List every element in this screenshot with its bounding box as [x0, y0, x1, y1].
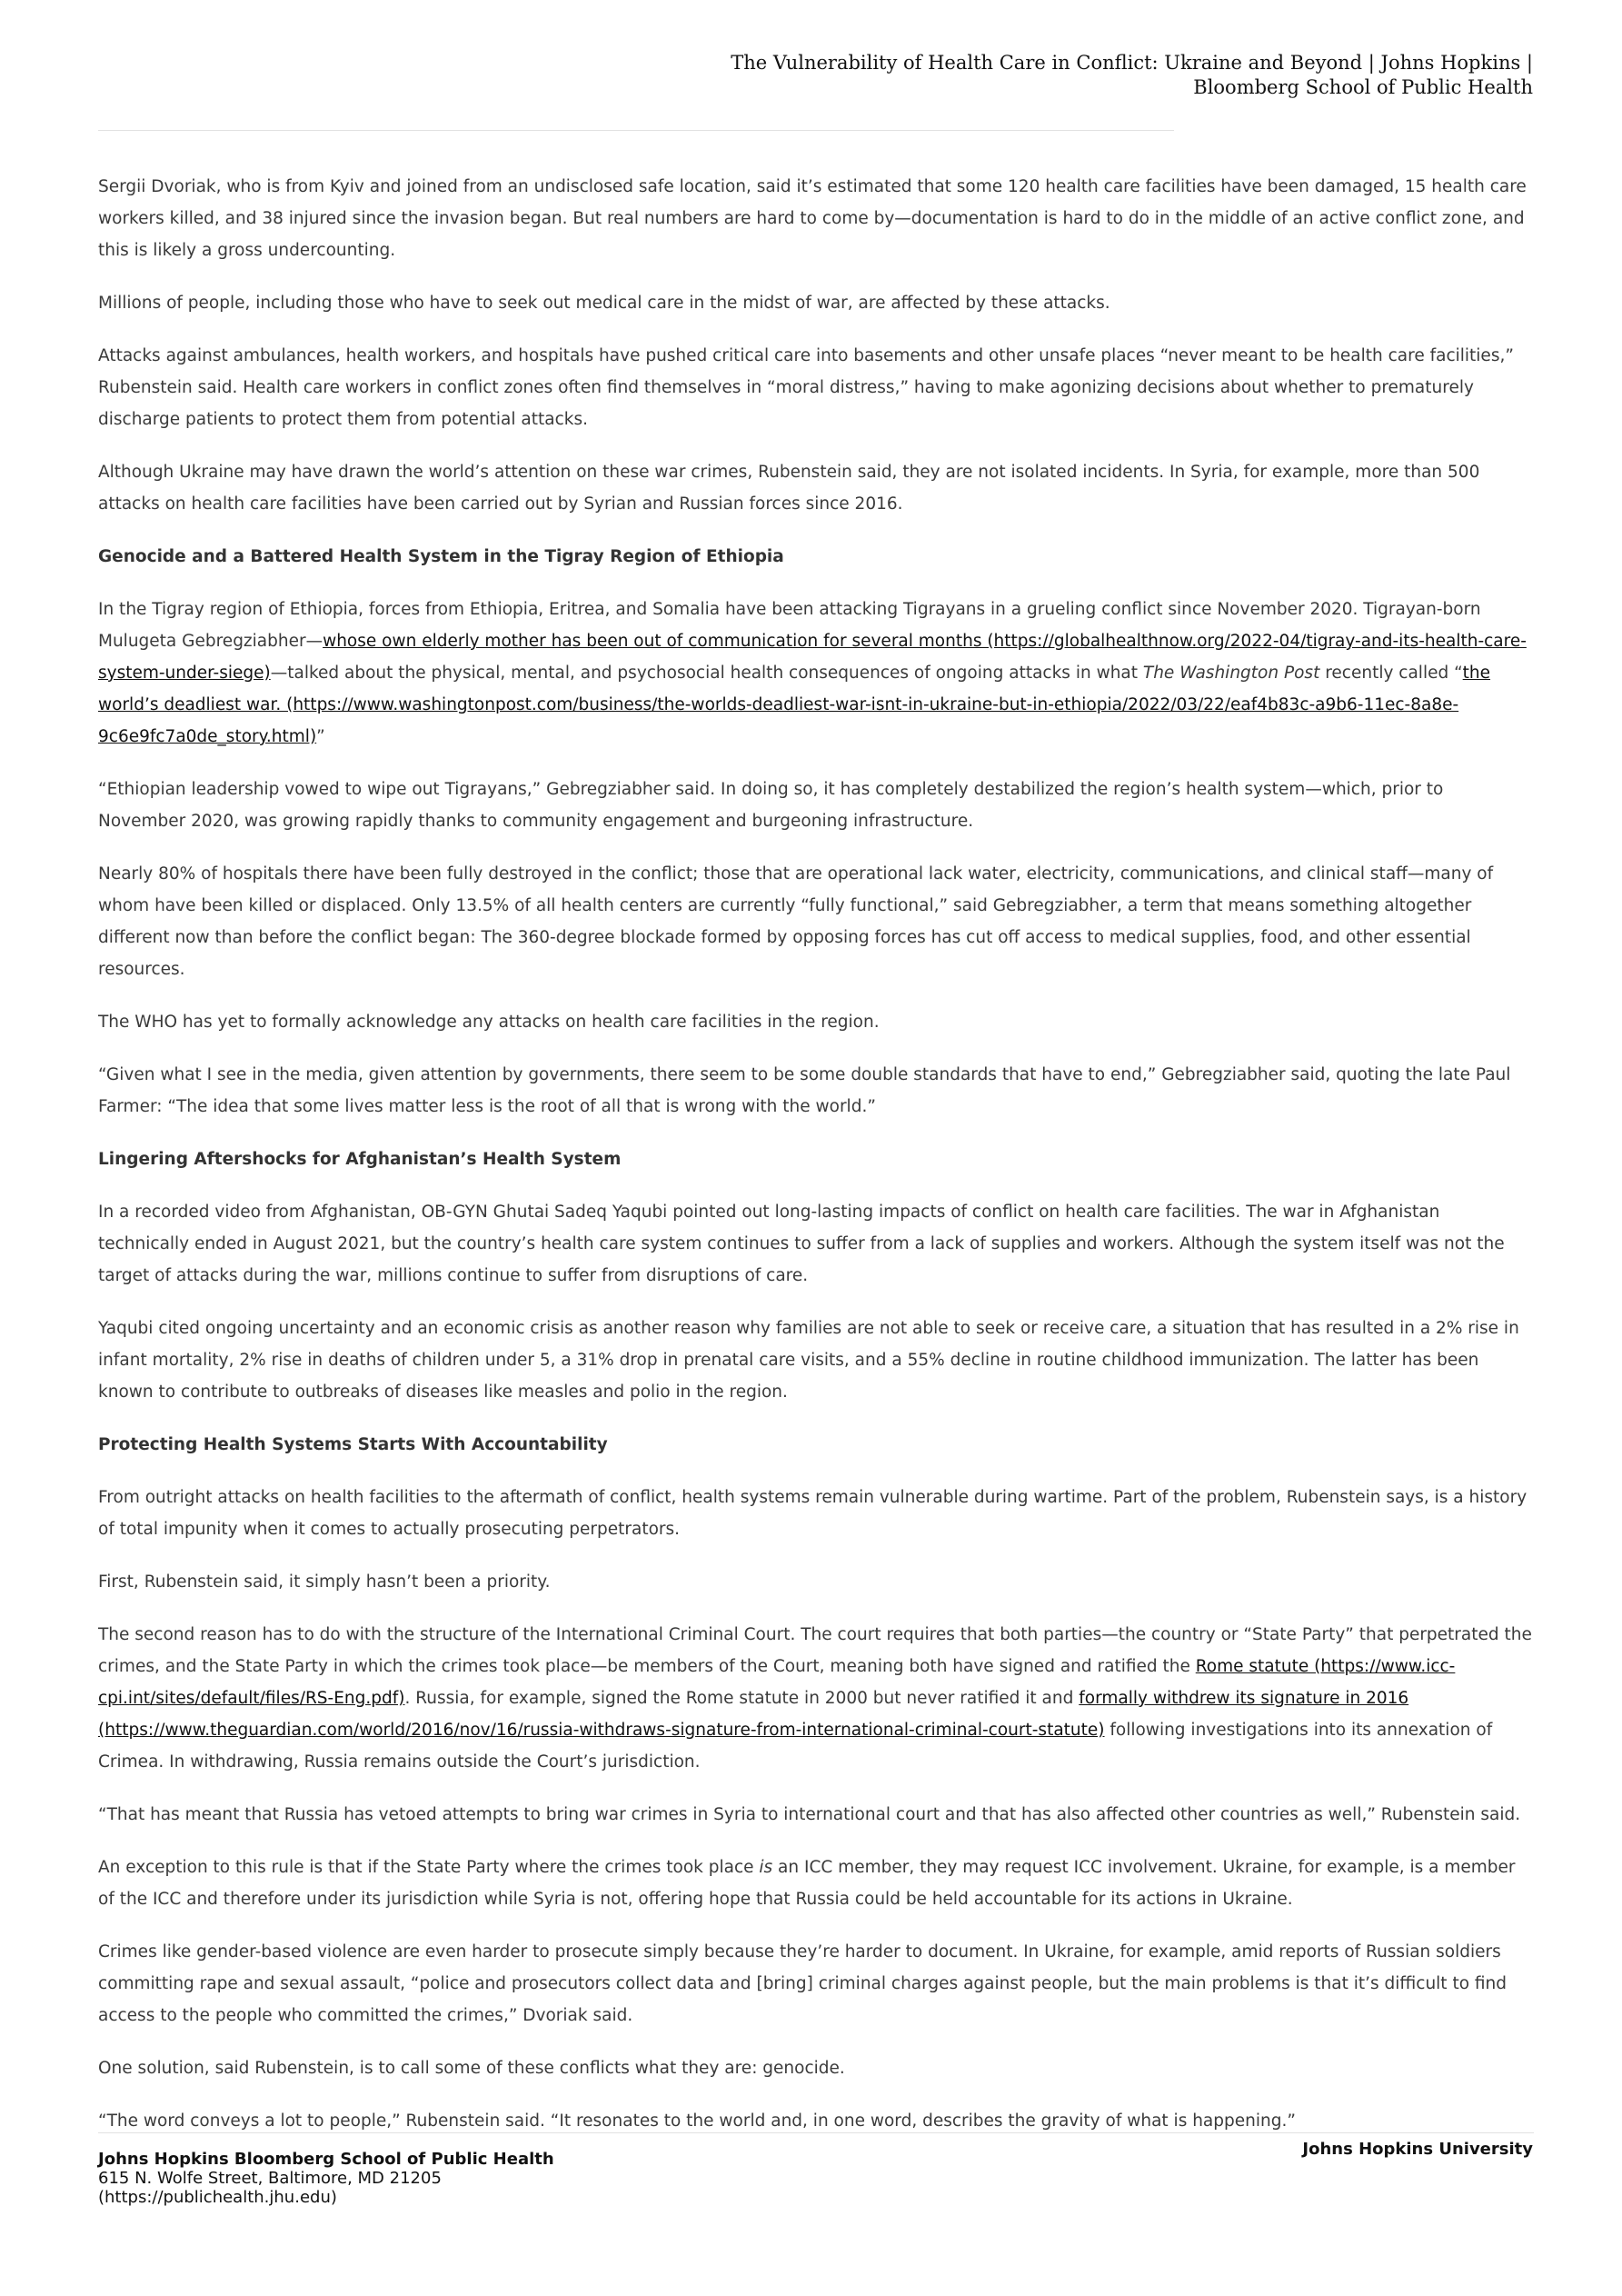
link-worlds-deadliest-war[interactable]: the world’s deadliest war. (https://www.washingtonpost.com/business/the-worlds-deadliest-war-isnt-in-ukraine-but-in-ethiopia/2022/03/22/eaf4b83c-a9b6-11ec-8a8e-9c6e9fc7a0de_story.html): [98, 664, 1491, 746]
publication-name: The Washington Post: [1142, 664, 1320, 683]
text: following investigations into its annexation of Crimea. In withdrawing, Russia remains outside the Court’s jurisdiction.: [98, 1721, 1493, 1772]
link-rome-statute[interactable]: Rome statute (https://www.icc-cpi.int/sites/default/files/RS-Eng.pdf): [98, 1657, 1456, 1708]
paragraph: Attacks against ambulances, health workers, and hospitals have pushed critical care into basements and other unsafe places “never meant to be health care facilities,” Rubenstein said. Health care workers in conflict zones often find themselves in “moral distress,” having to make agonizing decisions about whether to prematurely discharge patients to protect them from potential attacks.: [98, 346, 1514, 429]
text: ”: [316, 727, 325, 746]
link-tigray-health-care[interactable]: whose own elderly mother has been out of communication for several months (https://globalhealthnow.org/2022-04/tigray-and-its-health-care-system-under-siege): [98, 632, 1527, 683]
page-header: The Vulnerability of Health Care in Conflict: Ukraine and Beyond | Johns Hopkins | Bloomberg School of Public Health: [731, 52, 1533, 98]
paragraph: Sergii Dvoriak, who is from Kyiv and joined from an undisclosed safe location, said it’s estimated that some 120 health care facilities have been damaged, 15 health care workers killed, and 38 injured since the invasion began. But real numbers are hard to come by—documentation is hard to do in the middle of an active conflict zone, and this is likely a gross undercounting.: [98, 177, 1527, 260]
text: recently called “: [1319, 664, 1463, 683]
section-heading-afghanistan: Lingering Aftershocks for Afghanistan’s Health System: [98, 1150, 622, 1169]
footer-contact: [98, 2150, 554, 2207]
paragraph: The WHO has yet to formally acknowledge any attacks on health care facilities in the region.: [98, 1013, 880, 1032]
paragraph: [98, 1619, 1534, 1778]
text: In the Tigray region of Ethiopia, forces from Ethiopia, Eritrea, and Somalia have been attacking Tigrayans in a grueling conflict since November 2020. Tigrayan-born Mulugeta Gebregziabher—: [98, 600, 1481, 651]
article-body: [98, 171, 1534, 2158]
footer-org-name: Johns Hopkins Bloomberg School of Public Health: [98, 2150, 554, 2169]
footer-address: 615 N. Wolfe Street, Baltimore, MD 21205: [98, 2169, 442, 2188]
paragraph: Although Ukraine may have drawn the world’s attention on these war crimes, Rubenstein said, they are not isolated incidents. In Syria, for example, more than 500 attacks on health care facilities have been carried out by Syrian and Russian forces since 2016.: [98, 463, 1480, 514]
paragraph: One solution, said Rubenstein, is to call some of these conflicts what they are: genocide.: [98, 2059, 845, 2078]
paragraph: Crimes like gender-based violence are even harder to prosecute simply because they’re harder to document. In Ukraine, for example, amid reports of Russian soldiers committing rape and sexual assault, “police and prosecutors collect data and [bring] criminal charges against people, but the main problems is that it’s difficult to find access to the people who committed the crimes,” Dvoriak said.: [98, 1942, 1508, 2025]
link-russia-withdraws[interactable]: formally withdrew its signature in 2016 (https://www.theguardian.com/world/2016/nov/16/russia-withdraws-signature-from-international-criminal-court-statute): [98, 1689, 1409, 1740]
paragraph: Yaqubi cited ongoing uncertainty and an economic crisis as another reason why families are not able to seek or receive care, a situation that has resulted in a 2% rise in infant mortality, 2% rise in deaths of children under 5, a 31% drop in prenatal care visits, and a 55% decline in routine childhood immunization. The latter has been known to contribute to outbreaks of diseases like measles and polio in the region.: [98, 1319, 1519, 1402]
emphasis: is: [759, 1858, 773, 1877]
paragraph: “Ethiopian leadership vowed to wipe out Tigrayans,” Gebregziabher said. In doing so, it has completely destabilized the region’s health system—which, prior to November 2020, was growing rapidly thanks to community engagement and burgeoning infrastructure.: [98, 780, 1444, 831]
paragraph: Nearly 80% of hospitals there have been fully destroyed in the conflict; those that are operational lack water, electricity, communications, and clinical staff—many of whom have been killed or displaced. Only 13.5% of all health centers are currently “fully functional,” said Gebregziabher, a term that means something altogether different now than before the conflict began: The 360-degree blockade formed by opposing forces has cut off access to medical supplies, food, and other essential resources.: [98, 864, 1494, 979]
paragraph: [98, 594, 1534, 753]
text: . Russia, for example, signed the Rome statute in 2000 but never ratified it and: [404, 1689, 1080, 1708]
header-divider: [98, 130, 1174, 131]
section-heading-accountability: Protecting Health Systems Starts With Accountability: [98, 1435, 608, 1454]
text: An exception to this rule is that if the State Party where the crimes took place: [98, 1858, 760, 1877]
paragraph: “That has meant that Russia has vetoed attempts to bring war crimes in Syria to international court and that has also affected other countries as well,” Rubenstein said.: [98, 1805, 1521, 1824]
footer-url[interactable]: (https://publichealth.jhu.edu): [98, 2188, 337, 2207]
paragraph: “Given what I see in the media, given attention by governments, there seem to be some double standards that have to end,” Gebregziabher said, quoting the late Paul Farmer: “The idea that some lives matter less is the root of all that is wrong with the world.”: [98, 1065, 1511, 1116]
paragraph: In a recorded video from Afghanistan, OB-GYN Ghutai Sadeq Yaqubi pointed out long-lasting impacts of conflict on health care facilities. The war in Afghanistan technically ended in August 2021, but the country’s health care system continues to suffer from a lack of supplies and workers. Although the system itself was not the target of attacks during the war, millions continue to suffer from disruptions of care.: [98, 1203, 1505, 1285]
section-heading-tigray: Genocide and a Battered Health System in the Tigray Region of Ethiopia: [98, 547, 784, 566]
text: The second reason has to do with the structure of the International Criminal Court. The court requires that both parties—the country or “State Party” that perpetrated the crimes, and the State Party in which the crimes took place—be members of the Court, meaning both have signed and ratified the: [98, 1625, 1532, 1676]
paragraph: First, Rubenstein said, it simply hasn’t been a priority.: [98, 1572, 551, 1592]
text: —talked about the physical, mental, and psychosocial health consequences of ongoing attacks in what: [270, 664, 1143, 683]
paragraph: [98, 1852, 1534, 1915]
footer-divider: [98, 2132, 1534, 2133]
text: an ICC member, they may request ICC involvement. Ukraine, for example, is a member of the ICC and therefore under its jurisdiction while Syria is not, offering hope that Russia could be held accountable for its actions in Ukraine.: [98, 1858, 1516, 1909]
paragraph: “The word conveys a lot to people,” Rubenstein said. “It resonates to the world and, in one word, describes the gravity of what is happening.”: [98, 2111, 1296, 2131]
paragraph: From outright attacks on health facilities to the aftermath of conflict, health systems remain vulnerable during wartime. Part of the problem, Rubenstein says, is a history of total impunity when it comes to actually prosecuting perpetrators.: [98, 1488, 1527, 1539]
paragraph: Millions of people, including those who have to seek out medical care in the midst of war, are affected by these attacks.: [98, 294, 1110, 313]
footer-university: Johns Hopkins University: [1302, 2140, 1533, 2159]
